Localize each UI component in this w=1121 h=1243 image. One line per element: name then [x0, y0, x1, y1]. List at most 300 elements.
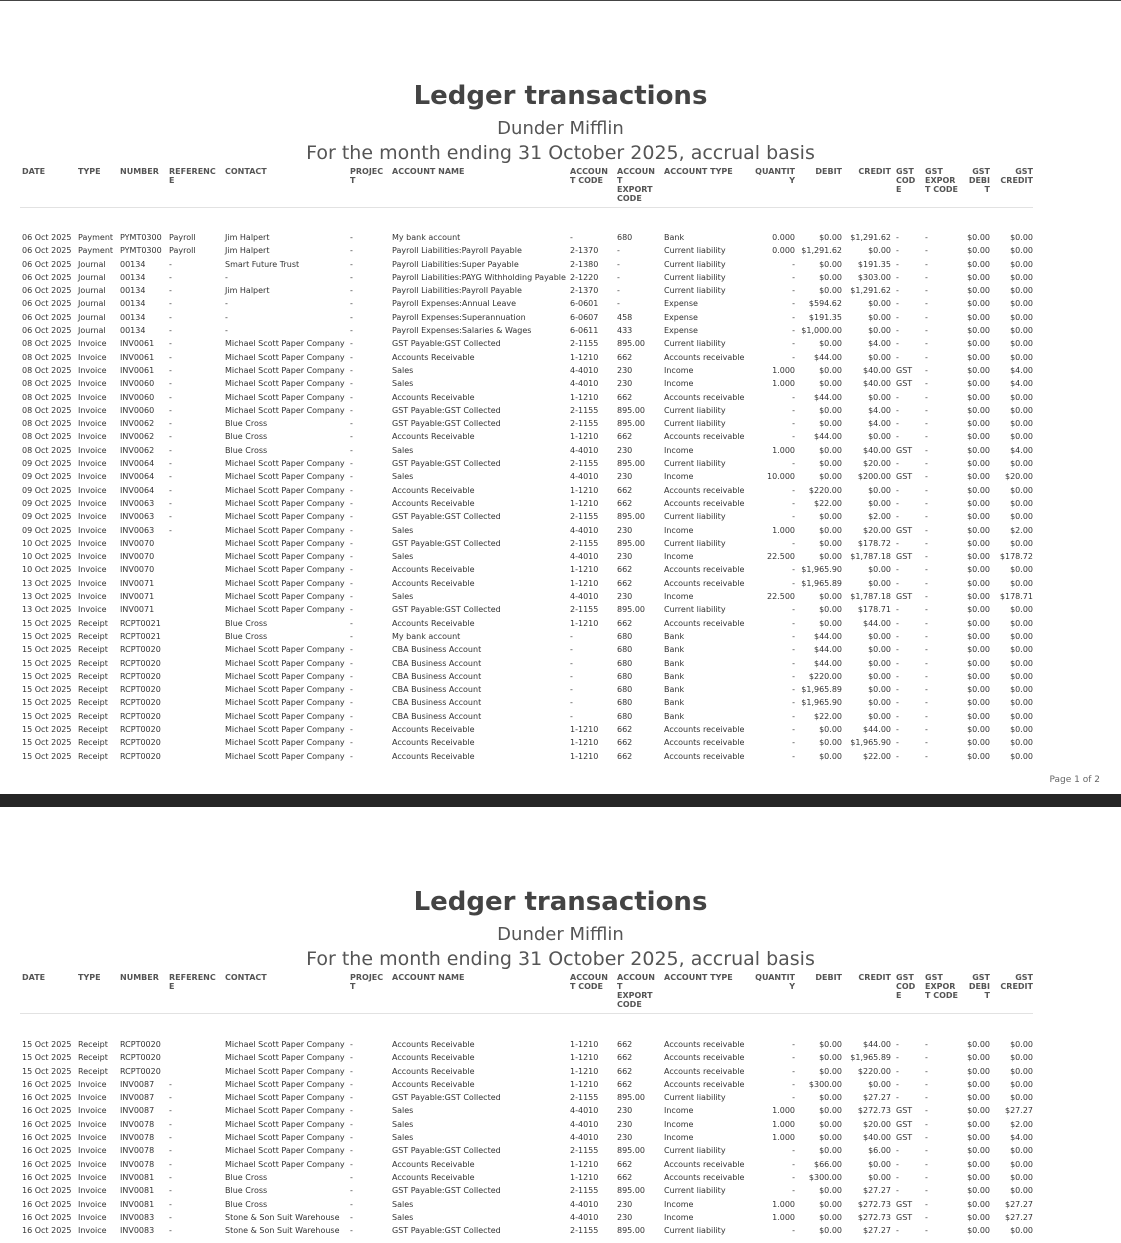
cell-gst-export-code: - — [925, 1212, 928, 1222]
cell-account-name: Sales — [392, 472, 414, 482]
table-row — [0, 484, 1121, 497]
cell-debit: $0.00 — [819, 1212, 842, 1222]
cell-credit: $6.00 — [868, 1146, 891, 1156]
cell-account-type: Current liability — [664, 459, 726, 469]
cell-reference: - — [169, 286, 172, 296]
cell-reference: - — [169, 1079, 172, 1089]
cell-number: INV0062 — [120, 432, 155, 442]
cell-account-name: Accounts Receivable — [392, 485, 475, 495]
cell-contact: Michael Scott Paper Company — [225, 1093, 345, 1103]
cell-quantity: - — [792, 1186, 795, 1196]
column-header-contact: CONTACT — [225, 973, 267, 982]
cell-quantity: - — [792, 1053, 795, 1063]
cell-quantity: - — [792, 724, 795, 734]
cell-gst-export-code: - — [925, 379, 928, 389]
cell-reference: - — [169, 472, 172, 482]
cell-account-export-code: - — [617, 272, 620, 282]
cell-quantity: - — [792, 658, 795, 668]
cell-contact: Michael Scott Paper Company — [225, 498, 345, 508]
cell-project: - — [350, 631, 353, 641]
cell-gst-export-code: - — [925, 685, 928, 695]
cell-gst-credit: $0.00 — [1010, 538, 1033, 548]
cell-number: INV0064 — [120, 459, 155, 469]
cell-account-code: 1-1210 — [570, 1040, 599, 1049]
cell-debit: $0.00 — [819, 525, 842, 535]
cell-account-code: 4-4010 — [570, 365, 599, 375]
report-title: Ledger transactions — [413, 81, 708, 111]
column-header-gst-credit: GST CREDIT — [1000, 973, 1033, 991]
cell-account-code: 1-1210 — [570, 352, 599, 362]
cell-account-code: 4-4010 — [570, 1133, 599, 1143]
cell-account-code: 1-1210 — [570, 1066, 599, 1076]
table-row — [0, 510, 1121, 523]
cell-quantity: 1.000 — [772, 1119, 795, 1129]
cell-account-type: Current liability — [664, 512, 726, 522]
cell-gst-code: - — [896, 498, 899, 508]
table-row — [0, 1038, 1121, 1051]
cell-date: 15 Oct 2025 — [22, 724, 72, 734]
cell-credit: $27.27 — [863, 1186, 891, 1196]
cell-gst-export-code: - — [925, 485, 928, 495]
cell-account-code: 1-1210 — [570, 565, 599, 575]
cell-gst-code: - — [896, 698, 899, 708]
cell-gst-debit: $0.00 — [967, 685, 990, 695]
cell-account-type: Current liability — [664, 538, 726, 548]
cell-gst-export-code: - — [925, 738, 928, 748]
cell-account-name: Sales — [392, 525, 414, 535]
cell-account-name: Accounts Receivable — [392, 1040, 475, 1049]
cell-project: - — [350, 472, 353, 482]
cell-number: INV0087 — [120, 1106, 155, 1116]
cell-credit: $0.00 — [868, 565, 891, 575]
cell-gst-code: GST — [896, 1106, 913, 1116]
cell-account-export-code: 895.00 — [617, 419, 645, 429]
table-row — [0, 1131, 1121, 1144]
cell-debit: $0.00 — [819, 1119, 842, 1129]
cell-credit: $44.00 — [863, 724, 891, 734]
cell-credit: $0.00 — [868, 299, 891, 309]
cell-project: - — [350, 1159, 353, 1169]
column-header-row — [0, 167, 1121, 207]
cell-project: - — [350, 312, 353, 322]
cell-date: 08 Oct 2025 — [22, 432, 72, 442]
cell-reference: - — [169, 299, 172, 309]
cell-account-type: Income — [664, 1119, 694, 1129]
cell-gst-code: - — [896, 233, 899, 242]
cell-gst-debit: $0.00 — [967, 1146, 990, 1156]
cell-gst-credit: $178.72 — [999, 552, 1033, 562]
cell-reference: - — [169, 1212, 172, 1222]
cell-account-type: Income — [664, 552, 694, 562]
column-header-gst-export-code: GST EXPOR T CODE — [925, 167, 959, 194]
cell-contact: Michael Scott Paper Company — [225, 1053, 345, 1063]
cell-date: 06 Oct 2025 — [22, 233, 72, 242]
cell-account-type: Income — [664, 379, 694, 389]
cell-credit: $0.00 — [868, 645, 891, 655]
cell-account-export-code: 680 — [617, 711, 633, 721]
cell-gst-export-code: - — [925, 1106, 928, 1116]
cell-gst-debit: $0.00 — [967, 592, 990, 602]
cell-quantity: - — [792, 392, 795, 402]
column-header-project: PROJEC T — [350, 973, 384, 991]
cell-credit: $1,787.18 — [850, 592, 891, 602]
cell-type: Invoice — [78, 459, 107, 469]
cell-account-code: 1-1210 — [570, 1053, 599, 1063]
cell-reference: - — [169, 512, 172, 522]
cell-type: Invoice — [78, 339, 107, 349]
cell-type: Invoice — [78, 419, 107, 429]
cell-gst-debit: $0.00 — [967, 631, 990, 641]
cell-gst-code: - — [896, 299, 899, 309]
column-header-gst-code: GST COD E — [896, 167, 916, 194]
cell-account-export-code: 662 — [617, 1159, 633, 1169]
cell-gst-debit: $0.00 — [967, 233, 990, 242]
cell-quantity: 0.000 — [772, 233, 795, 242]
cell-number: INV0078 — [120, 1119, 155, 1129]
cell-account-name: GST Payable:GST Collected — [392, 538, 501, 548]
cell-gst-credit: $0.00 — [1010, 246, 1033, 256]
cell-type: Receipt — [78, 645, 108, 655]
cell-date: 16 Oct 2025 — [22, 1212, 72, 1222]
cell-account-name: Accounts Receivable — [392, 1053, 475, 1063]
cell-gst-credit: $178.71 — [999, 592, 1033, 602]
cell-project: - — [350, 1053, 353, 1063]
table-row — [0, 577, 1121, 590]
cell-debit: $0.00 — [819, 552, 842, 562]
cell-gst-code: - — [896, 419, 899, 429]
cell-account-type: Current liability — [664, 605, 726, 615]
cell-gst-debit: $0.00 — [967, 419, 990, 429]
cell-debit: $1,965.89 — [801, 578, 842, 588]
cell-credit: $1,291.62 — [850, 233, 891, 242]
cell-gst-debit: $0.00 — [967, 724, 990, 734]
table-row — [0, 1078, 1121, 1091]
cell-credit: $0.00 — [868, 658, 891, 668]
cell-account-name: Payroll Liabilities:Payroll Payable — [392, 246, 522, 256]
cell-gst-debit: $0.00 — [967, 1119, 990, 1129]
cell-gst-credit: $0.00 — [1010, 698, 1033, 708]
cell-gst-credit: $0.00 — [1010, 1079, 1033, 1089]
cell-contact: Michael Scott Paper Company — [225, 1106, 345, 1116]
cell-account-type: Bank — [664, 233, 685, 242]
cell-type: Invoice — [78, 1172, 107, 1182]
cell-credit: $0.00 — [868, 246, 891, 256]
cell-debit: $0.00 — [819, 538, 842, 548]
cell-contact: Blue Cross — [225, 1186, 268, 1196]
cell-number: INV0083 — [120, 1212, 155, 1222]
cell-number: RCPT0020 — [120, 698, 161, 708]
cell-account-type: Accounts receivable — [664, 1053, 745, 1063]
cell-gst-debit: $0.00 — [967, 1106, 990, 1116]
cell-gst-code: - — [896, 1226, 899, 1236]
cell-account-code: 1-1210 — [570, 751, 599, 761]
cell-type: Invoice — [78, 605, 107, 615]
table-row — [0, 311, 1121, 324]
cell-account-export-code: 895.00 — [617, 512, 645, 522]
cell-gst-export-code: - — [925, 578, 928, 588]
cell-account-type: Current liability — [664, 246, 726, 256]
cell-gst-export-code: - — [925, 445, 928, 455]
cell-credit: $40.00 — [863, 365, 891, 375]
table-row — [0, 430, 1121, 443]
cell-number: RCPT0020 — [120, 751, 161, 761]
cell-gst-export-code: - — [925, 565, 928, 575]
cell-gst-code: - — [896, 751, 899, 761]
cell-credit: $40.00 — [863, 445, 891, 455]
cell-debit: $0.00 — [819, 1066, 842, 1076]
cell-project: - — [350, 365, 353, 375]
table-row — [0, 630, 1121, 643]
cell-quantity: - — [792, 738, 795, 748]
cell-account-type: Current liability — [664, 1146, 726, 1156]
table-row — [0, 683, 1121, 696]
cell-date: 06 Oct 2025 — [22, 246, 72, 256]
cell-number: INV0070 — [120, 565, 155, 575]
cell-gst-code: GST — [896, 552, 913, 562]
cell-gst-export-code: - — [925, 392, 928, 402]
cell-credit: $0.00 — [868, 432, 891, 442]
table-row — [0, 364, 1121, 377]
cell-project: - — [350, 512, 353, 522]
cell-account-export-code: 662 — [617, 1172, 633, 1182]
column-header-contact: CONTACT — [225, 167, 267, 176]
cell-date: 08 Oct 2025 — [22, 405, 72, 415]
cell-credit: $1,787.18 — [850, 552, 891, 562]
cell-gst-credit: $0.00 — [1010, 1040, 1033, 1049]
cell-gst-code: - — [896, 259, 899, 269]
cell-type: Payment — [78, 246, 114, 256]
cell-account-name: Sales — [392, 552, 414, 562]
cell-quantity: 1.000 — [772, 525, 795, 535]
cell-account-code: 4-4010 — [570, 1106, 599, 1116]
cell-contact: Michael Scott Paper Company — [225, 459, 345, 469]
cell-debit: $0.00 — [819, 605, 842, 615]
report-period: For the month ending 31 October 2025, accrual basis — [306, 948, 815, 970]
cell-date: 13 Oct 2025 — [22, 578, 72, 588]
cell-contact: Michael Scott Paper Company — [225, 1079, 345, 1089]
cell-project: - — [350, 1172, 353, 1182]
cell-credit: $4.00 — [868, 405, 891, 415]
cell-project: - — [350, 751, 353, 761]
column-header-debit: DEBIT — [815, 973, 842, 982]
cell-project: - — [350, 432, 353, 442]
column-header-account-type: ACCOUNT TYPE — [664, 973, 733, 982]
cell-account-export-code: 680 — [617, 233, 633, 242]
cell-gst-credit: $27.27 — [1005, 1106, 1033, 1116]
cell-type: Invoice — [78, 1199, 107, 1209]
cell-gst-export-code: - — [925, 512, 928, 522]
cell-date: 15 Oct 2025 — [22, 1040, 72, 1049]
cell-reference: - — [169, 498, 172, 508]
cell-account-code: 6-0607 — [570, 312, 599, 322]
cell-credit: $1,291.62 — [850, 286, 891, 296]
cell-quantity: - — [792, 299, 795, 309]
cell-account-code: 2-1155 — [570, 538, 599, 548]
cell-account-export-code: 680 — [617, 698, 633, 708]
cell-type: Invoice — [78, 512, 107, 522]
cell-account-name: Payroll Liabilities:Super Payable — [392, 259, 519, 269]
cell-account-type: Income — [664, 1212, 694, 1222]
cell-type: Receipt — [78, 738, 108, 748]
cell-credit: $4.00 — [868, 339, 891, 349]
cell-gst-debit: $0.00 — [967, 312, 990, 322]
cell-account-code: 2-1155 — [570, 339, 599, 349]
cell-account-name: CBA Business Account — [392, 698, 482, 708]
cell-account-type: Accounts receivable — [664, 432, 745, 442]
table-row — [0, 258, 1121, 271]
cell-gst-code: - — [896, 1053, 899, 1063]
cell-account-type: Current liability — [664, 272, 726, 282]
cell-account-type: Income — [664, 1106, 694, 1116]
cell-reference: Payroll — [169, 246, 196, 256]
cell-gst-code: GST — [896, 525, 913, 535]
cell-contact: Michael Scott Paper Company — [225, 365, 345, 375]
cell-account-code: 1-1210 — [570, 392, 599, 402]
cell-gst-credit: $0.00 — [1010, 339, 1033, 349]
cell-gst-export-code: - — [925, 645, 928, 655]
cell-debit: $0.00 — [819, 1146, 842, 1156]
cell-account-name: GST Payable:GST Collected — [392, 405, 501, 415]
cell-contact: Jim Halpert — [225, 286, 270, 296]
cell-project: - — [350, 671, 353, 681]
cell-type: Receipt — [78, 1053, 108, 1063]
cell-date: 15 Oct 2025 — [22, 658, 72, 668]
cell-reference: - — [169, 1172, 172, 1182]
cell-project: - — [350, 392, 353, 402]
cell-credit: $40.00 — [863, 1133, 891, 1143]
cell-account-type: Accounts receivable — [664, 751, 745, 761]
cell-gst-export-code: - — [925, 246, 928, 256]
cell-project: - — [350, 379, 353, 389]
cell-gst-credit: $0.00 — [1010, 299, 1033, 309]
table-row — [0, 284, 1121, 297]
cell-debit: $22.00 — [814, 498, 842, 508]
cell-gst-code: - — [896, 286, 899, 296]
cell-gst-debit: $0.00 — [967, 326, 990, 336]
table-row — [0, 271, 1121, 284]
cell-gst-code: - — [896, 658, 899, 668]
cell-gst-code: - — [896, 512, 899, 522]
cell-project: - — [350, 592, 353, 602]
cell-gst-debit: $0.00 — [967, 1066, 990, 1076]
cell-account-type: Accounts receivable — [664, 565, 745, 575]
column-header-reference: REFERENC E — [169, 167, 216, 185]
cell-credit: $0.00 — [868, 698, 891, 708]
cell-date: 16 Oct 2025 — [22, 1172, 72, 1182]
cell-contact: Michael Scott Paper Company — [225, 751, 345, 761]
cell-account-export-code: - — [617, 246, 620, 256]
cell-number: 00134 — [120, 312, 146, 322]
cell-number: INV0071 — [120, 592, 155, 602]
cell-date: 09 Oct 2025 — [22, 512, 72, 522]
cell-debit: $0.00 — [819, 724, 842, 734]
cell-gst-credit: $0.00 — [1010, 326, 1033, 336]
cell-debit: $1,965.89 — [801, 685, 842, 695]
cell-quantity: - — [792, 259, 795, 269]
cell-date: 06 Oct 2025 — [22, 299, 72, 309]
cell-project: - — [350, 352, 353, 362]
cell-type: Invoice — [78, 432, 107, 442]
cell-number: INV0061 — [120, 365, 155, 375]
cell-reference: - — [169, 339, 172, 349]
cell-debit: $0.00 — [819, 419, 842, 429]
cell-contact: Michael Scott Paper Company — [225, 1066, 345, 1076]
column-header-credit: CREDIT — [858, 973, 891, 982]
column-header-account-export-code: ACCOUN T EXPORT CODE — [617, 167, 655, 203]
cell-gst-export-code: - — [925, 1079, 928, 1089]
cell-account-name: CBA Business Account — [392, 671, 482, 681]
cell-gst-debit: $0.00 — [967, 578, 990, 588]
cell-number: INV0087 — [120, 1093, 155, 1103]
cell-date: 15 Oct 2025 — [22, 685, 72, 695]
cell-debit: $0.00 — [819, 592, 842, 602]
cell-gst-debit: $0.00 — [967, 498, 990, 508]
cell-account-export-code: 680 — [617, 685, 633, 695]
cell-debit: $0.00 — [819, 405, 842, 415]
cell-date: 08 Oct 2025 — [22, 445, 72, 455]
cell-gst-export-code: - — [925, 1053, 928, 1063]
cell-gst-debit: $0.00 — [967, 259, 990, 269]
cell-account-type: Current liability — [664, 419, 726, 429]
cell-credit: $0.00 — [868, 1159, 891, 1169]
cell-quantity: - — [792, 498, 795, 508]
cell-date: 06 Oct 2025 — [22, 326, 72, 336]
cell-credit: $20.00 — [863, 1119, 891, 1129]
cell-contact: Smart Future Trust — [225, 259, 300, 269]
column-header-date: DATE — [22, 973, 46, 982]
cell-gst-credit: $0.00 — [1010, 233, 1033, 242]
cell-account-type: Income — [664, 525, 694, 535]
cell-debit: $0.00 — [819, 445, 842, 455]
cell-gst-code: - — [896, 352, 899, 362]
cell-debit: $1,965.90 — [801, 698, 842, 708]
cell-date: 13 Oct 2025 — [22, 592, 72, 602]
cell-gst-export-code: - — [925, 272, 928, 282]
cell-reference: - — [169, 312, 172, 322]
cell-project: - — [350, 1106, 353, 1116]
cell-gst-credit: $0.00 — [1010, 565, 1033, 575]
cell-type: Receipt — [78, 698, 108, 708]
cell-gst-debit: $0.00 — [967, 1172, 990, 1182]
table-row — [0, 590, 1121, 603]
cell-account-export-code: 458 — [617, 312, 633, 322]
cell-gst-export-code: - — [925, 1159, 928, 1169]
cell-gst-debit: $0.00 — [967, 459, 990, 469]
cell-gst-debit: $0.00 — [967, 365, 990, 375]
cell-debit: $300.00 — [808, 1172, 842, 1182]
cell-gst-export-code: - — [925, 405, 928, 415]
cell-gst-debit: $0.00 — [967, 1226, 990, 1236]
cell-gst-export-code: - — [925, 419, 928, 429]
cell-quantity: 1.000 — [772, 365, 795, 375]
cell-gst-credit: $0.00 — [1010, 578, 1033, 588]
cell-account-type: Accounts receivable — [664, 738, 745, 748]
cell-type: Invoice — [78, 1186, 107, 1196]
cell-account-export-code: 230 — [617, 445, 633, 455]
cell-gst-credit: $0.00 — [1010, 1159, 1033, 1169]
cell-type: Journal — [78, 312, 106, 322]
cell-gst-code: - — [896, 432, 899, 442]
cell-project: - — [350, 1226, 353, 1236]
cell-date: 16 Oct 2025 — [22, 1159, 72, 1169]
cell-account-code: 2-1370 — [570, 246, 599, 256]
cell-account-type: Current liability — [664, 286, 726, 296]
cell-type: Receipt — [78, 1040, 108, 1049]
cell-reference: - — [169, 1106, 172, 1116]
cell-project: - — [350, 485, 353, 495]
cell-account-type: Current liability — [664, 1093, 726, 1103]
cell-number: RCPT0020 — [120, 658, 161, 668]
